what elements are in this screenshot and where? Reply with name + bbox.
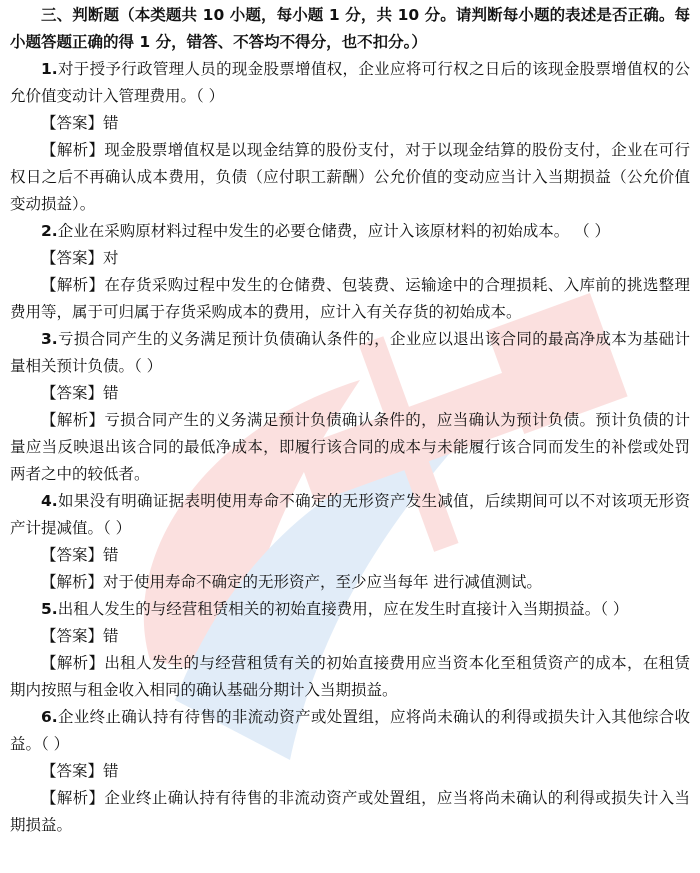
question-stem: 对于授予行政管理人员的现金股票增值权，企业应将可行权之日后的该现金股票增值权的公允价值变动计入管理费用。（ ） — [10, 60, 690, 105]
question-2 — [10, 218, 690, 245]
section-number: 三、 — [41, 6, 73, 24]
question-5 — [10, 596, 690, 623]
question-number: 2. — [41, 222, 58, 240]
question-number: 5. — [41, 600, 58, 618]
answer-2: 【答案】对 — [41, 249, 119, 267]
answer-5: 【答案】错 — [41, 627, 119, 645]
section-title: 判断题（本类题共 10 小题，每小题 1 分，共 10 分。请判断每小题的表述是否正确。每小题答题正确的得 1 分，错答、不答均不得分，也不扣分。） — [10, 6, 690, 51]
document-body — [0, 2, 700, 839]
question-6 — [10, 704, 690, 758]
analysis-4: 【解析】对于使用寿命不确定的无形资产，至少应当每年 进行减值测试。 — [41, 573, 542, 591]
question-4 — [10, 488, 690, 542]
answer-6: 【答案】错 — [41, 762, 119, 780]
analysis-5: 【解析】出租人发生的与经营租赁有关的初始直接费用应当资本化至租赁资产的成本，在租赁期内按照与租金收入相同的确认基础分期计入当期损益。 — [10, 654, 690, 699]
question-stem: 如果没有明确证据表明使用寿命不确定的无形资产发生减值，后续期间可以不对该项无形资产计提减值。（ ） — [10, 492, 690, 537]
question-number: 3. — [41, 330, 58, 348]
question-number: 6. — [41, 708, 58, 726]
question-number: 4. — [41, 492, 58, 510]
question-stem: 亏损合同产生的义务满足预计负债确认条件的，企业应以退出该合同的最高净成本为基础计量相关预计负债。（ ） — [10, 330, 690, 375]
analysis-2: 【解析】在存货采购过程中发生的仓储费、包装费、运输途中的合理损耗、入库前的挑选整理费用等，属于可归属于存货采购成本的费用，应计入有关存货的初始成本。 — [10, 276, 690, 321]
section-heading — [10, 2, 690, 56]
analysis-3: 【解析】亏损合同产生的义务满足预计负债确认条件的，应当确认为预计负债。预计负债的计量应当反映退出该合同的最低净成本，即履行该合同的成本与未能履行该合同而发生的补偿或处罚两者之中的较低者。 — [10, 411, 690, 483]
analysis-6: 【解析】企业终止确认持有待售的非流动资产或处置组，应当将尚未确认的利得或损失计入当期损益。 — [10, 789, 690, 834]
question-stem: 企业在采购原材料过程中发生的必要仓储费，应计入该原材料的初始成本。 （ ） — [57, 222, 611, 240]
question-3 — [10, 326, 690, 380]
answer-3: 【答案】错 — [41, 384, 119, 402]
question-number: 1. — [41, 60, 58, 78]
question-1 — [10, 56, 690, 110]
question-stem: 出租人发生的与经营租赁相关的初始直接费用，应在发生时直接计入当期损益。（ ） — [57, 600, 629, 618]
answer-1: 【答案】错 — [41, 114, 119, 132]
analysis-1: 【解析】现金股票增值权是以现金结算的股份支付，对于以现金结算的股份支付，企业在可行权日之后不再确认成本费用，负债（应付职工薪酬）公允价值的变动应当计入当期损益（公允价值变动损益）。 — [10, 141, 690, 213]
answer-4: 【答案】错 — [41, 546, 119, 564]
question-stem: 企业终止确认持有待售的非流动资产或处置组，应将尚未确认的利得或损失计入其他综合收益。（ ） — [10, 708, 690, 753]
